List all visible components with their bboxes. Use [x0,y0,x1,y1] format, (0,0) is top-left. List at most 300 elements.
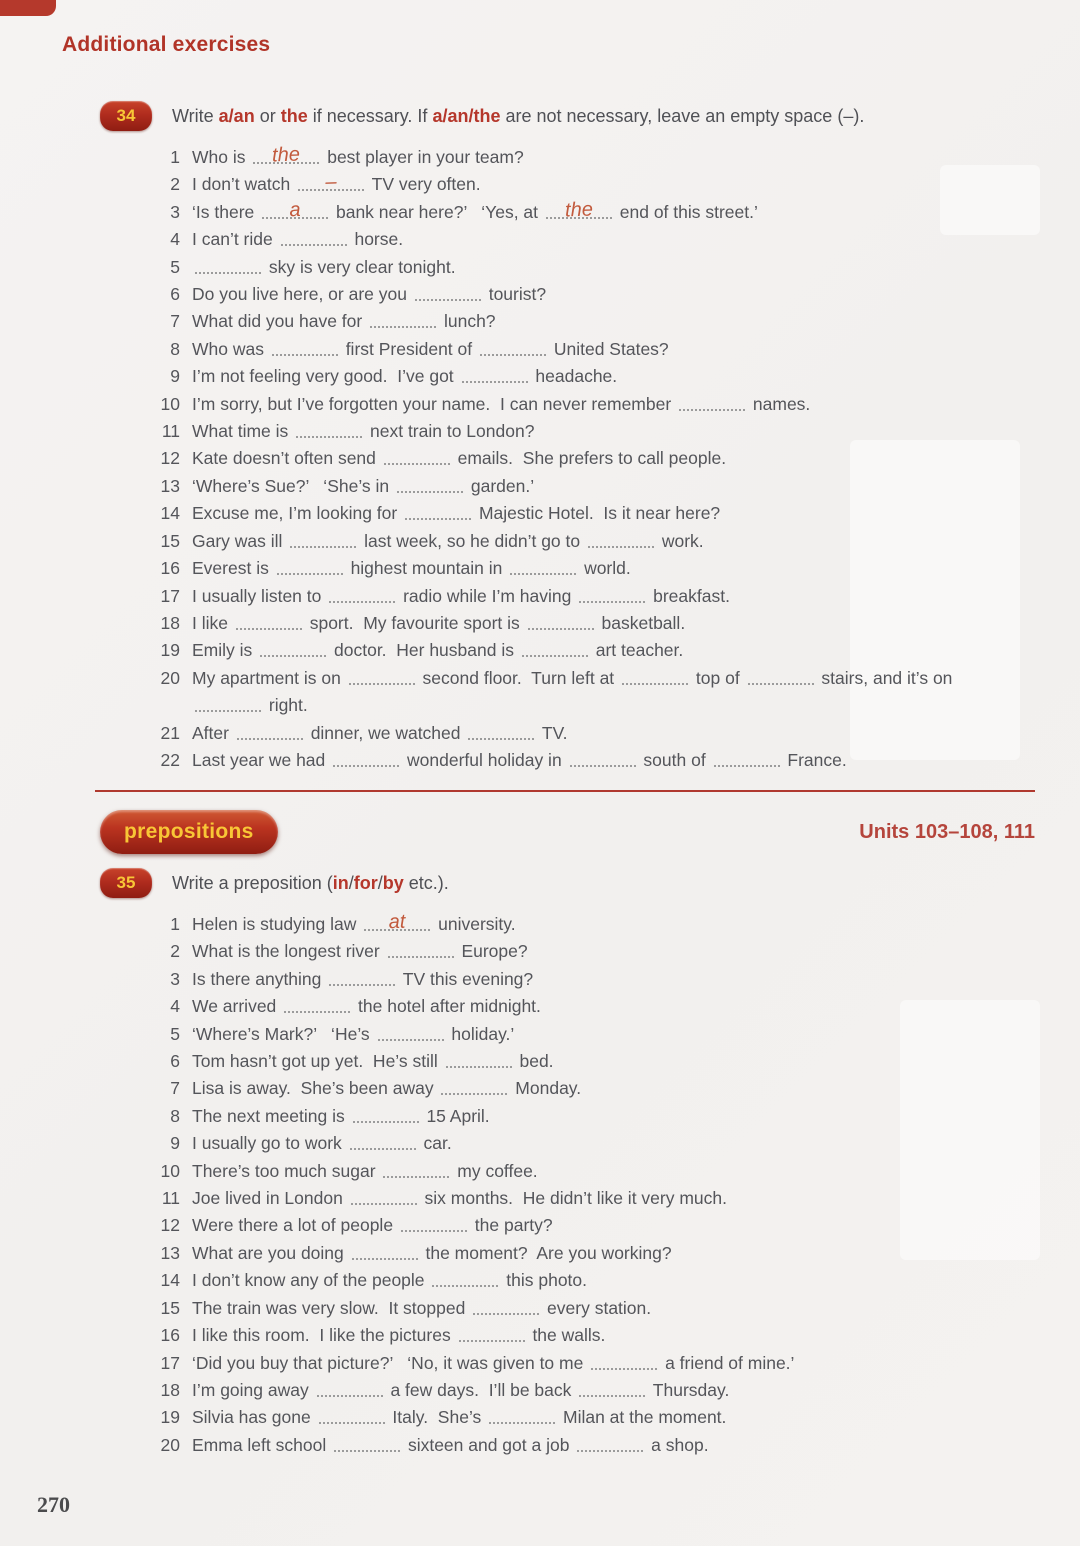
item-sentence [192,747,1040,774]
item-sentence [192,1075,1040,1102]
answer-blank [349,679,415,685]
item-number: 10 [160,393,180,414]
item-number: 20 [160,667,180,688]
sentence-text: Monday. [510,1078,582,1099]
sentence-text: are not necessary, leave an empty space (–). [500,106,865,126]
sentence-text: Emma left school [192,1434,332,1455]
page-title: Additional exercises [62,33,271,56]
item-number: 5 [170,1023,180,1044]
exercise-item [100,363,1040,390]
exercise-item [100,226,1040,253]
sentence-text: I’m sorry, but I’ve forgotten your name. I can never remember [192,393,677,414]
item-sentence [192,528,1040,555]
item-sentence [192,171,1040,198]
sentence-text: TV very often. [367,174,481,195]
exercise-item [100,418,1040,445]
item-sentence [192,1377,1040,1404]
exercise-item [100,993,1040,1020]
answer-blank [577,1446,643,1452]
answer-blank [281,240,347,246]
item-sentence [192,583,1040,610]
sentence-text: sixteen and got a job [403,1434,575,1455]
item-sentence [192,555,1040,582]
sentence-text: What time is [192,421,294,442]
answer-blank [260,651,326,657]
sentence-text: Who was [192,338,269,359]
item-number: 18 [160,612,180,633]
item-number: 11 [161,421,180,442]
sentence-text: TV this evening? [398,968,534,989]
sentence-text: Last year we had [192,749,331,770]
item-sentence [192,254,1040,281]
sentence-text: a shop. [646,1434,709,1455]
answer-blank [370,322,436,328]
sentence-text: Milan at the moment. [558,1407,727,1428]
sentence-text: Gary was ill [192,530,288,551]
exercise-item [100,1350,1040,1377]
exercise-item [100,1295,1040,1322]
sentence-text: university. [433,914,516,934]
sentence-text: I usually go to work [192,1133,347,1154]
item-number: 2 [170,174,180,195]
answer-blank [591,1364,657,1370]
item-number: 9 [170,366,180,387]
exercise-item [100,1267,1040,1294]
sentence-text: sky is very clear tonight. [264,256,456,277]
sentence-text: bank near here?’ ‘Yes, at [331,201,543,222]
exercise-item [100,610,1040,637]
item-sentence [192,1404,1040,1431]
item-sentence [192,1212,1040,1239]
sentence-text: ‘Did you buy that picture?’ ‘No, it was given to me [192,1352,589,1373]
sentence-text: wonderful holiday in [402,749,567,770]
answer-blank [329,980,395,986]
highlight-word: a/an [218,106,255,126]
sentence-text: etc.). [403,873,449,893]
sentence-text: first President of [340,338,477,359]
answer-blank [236,624,302,630]
item-number: 6 [170,1051,180,1072]
section-badge: prepositions [100,810,278,854]
answer-blank [570,761,636,767]
item-number: 19 [160,1407,180,1428]
sentence-text: / [348,873,354,893]
sentence-text: I’m not feeling very good. I’ve got [192,366,459,387]
sentence-text: south of [638,749,711,770]
item-number: 10 [160,1160,180,1181]
sentence-text: the hotel after midnight. [353,996,541,1017]
sentence-text: every station. [542,1297,652,1318]
sentence-text: Tom hasn’t got up yet. He’s still [192,1051,443,1072]
exercise-item [100,144,1040,171]
item-sentence [192,1158,1040,1185]
item-sentence [192,336,1040,363]
item-number: 13 [160,1242,180,1263]
item-sentence [192,1103,1040,1130]
item-sentence [192,1130,1040,1157]
item-sentence [192,308,1040,335]
item-number: 8 [170,338,180,359]
highlight-word: in [332,873,349,893]
item-number: 19 [160,640,180,661]
sentence-text: sport. My favourite sport is [304,612,525,633]
sentence-text: the moment? Are you working? [420,1242,672,1263]
exercise-item [100,1130,1040,1157]
exercise-item-list [100,144,1040,774]
exercise-item [100,911,1040,938]
sentence-text: the walls. [527,1325,606,1346]
answer-blank [284,1007,350,1013]
sentence-text: names. [748,393,811,414]
exercise-item [100,1377,1040,1404]
sentence-text: Who is [192,147,251,167]
answer-blank [378,1035,444,1041]
answer-blank [290,542,356,548]
sentence-text: six months. He didn’t like it very much. [419,1188,727,1209]
sentence-text: if necessary. If [307,106,433,126]
item-number: 7 [170,311,180,332]
answer-blank [353,1117,419,1123]
item-number: 9 [170,1133,180,1154]
sentence-text: TV. [537,722,568,743]
answer-blank [679,405,745,411]
sentence-text: There’s too much sugar [192,1160,381,1181]
answer-blank [415,295,481,301]
exercise-item [100,938,1040,965]
exercise-item [100,1212,1040,1239]
item-sentence [192,1021,1040,1048]
sentence-text: After [192,722,234,743]
sentence-text: breakfast. [648,585,730,606]
sentence-text: ‘Where’s Sue?’ ‘She’s in [192,475,395,496]
item-sentence [192,363,1040,390]
exercise-item [100,1103,1040,1130]
sentence-text: best player in your team? [322,147,524,167]
sentence-text: I like [192,612,233,633]
sentence-text: Italy. She’s [387,1407,487,1428]
exercise-item [100,473,1040,500]
sentence-text: my coffee. [452,1160,538,1181]
exercise-item [100,336,1040,363]
item-sentence [192,1185,1040,1212]
answer-blank [237,734,303,740]
item-number: 14 [160,1270,180,1291]
sentence-text: Write [172,106,219,126]
item-number: 11 [161,1188,180,1209]
sentence-text: Europe? [456,941,528,962]
sentence-text: dinner, we watched [305,722,466,743]
sentence-text: Do you live here, or are you [192,284,412,305]
sentence-text: a friend of mine.’ [660,1352,795,1373]
sentence-text: Lisa is away. She’s been away [192,1078,439,1099]
answer-blank [579,1391,645,1397]
exercise-item [100,637,1040,664]
item-sentence [192,144,1040,171]
exercise-item [100,555,1040,582]
sentence-text: I like this room. I like the pictures [192,1325,456,1346]
item-number: 22 [160,749,180,770]
sentence-text: world. [579,558,631,579]
sentence-text: The next meeting is [192,1105,350,1126]
answer-blank [272,350,338,356]
item-number: 5 [170,256,180,277]
item-sentence [192,1267,1040,1294]
sentence-text: horse. [349,229,404,250]
answer-blank [480,350,546,356]
item-number: 21 [160,722,180,743]
sentence-text: lunch? [439,311,496,332]
sentence-text: What did you have for [192,311,368,332]
item-number: 16 [160,1325,180,1346]
sentence-text: car. [418,1133,452,1154]
answer-blank [446,1062,512,1068]
exercise-item [100,1021,1040,1048]
exercise-item [100,1048,1040,1075]
item-number: 17 [160,1352,180,1373]
item-number: 18 [160,1379,180,1400]
sentence-text: 15 April. [421,1105,490,1126]
highlight-word: the [280,106,308,126]
sentence-text: I’m going away [192,1379,314,1400]
handwritten-answer: the [272,143,301,167]
page-number: 270 [37,1492,70,1517]
sentence-text: What are you doing [192,1242,349,1263]
answer-blank [350,1144,416,1150]
sentence-text: Thursday. [648,1379,730,1400]
sentence-text: second floor. Turn left at [417,667,620,688]
answer-blank [317,1391,383,1397]
item-number: 13 [160,475,180,496]
answer-blank [489,1418,555,1424]
sentence-text: United States? [549,338,669,359]
answer-blank [195,268,261,274]
item-sentence [192,473,1040,500]
sentence-text: headache. [530,366,618,387]
sentence-text: garden.’ [466,475,535,496]
exercise-34-header [100,101,1040,131]
exercise-item [100,199,1040,226]
item-number: 7 [170,1078,180,1099]
sentence-text: bed. [514,1051,554,1072]
item-sentence [192,281,1040,308]
item-sentence [192,665,1040,720]
exercise-item [100,1240,1040,1267]
item-number: 14 [160,503,180,524]
item-sentence [192,993,1040,1020]
answer-blank [588,542,654,548]
handwritten-answer: at [388,910,406,934]
sentence-text: or [254,106,281,126]
prepositions-section-header [100,810,1035,854]
item-sentence [192,720,1040,747]
exercise-item [100,171,1040,198]
sentence-text: ‘Is there [192,201,260,222]
sentence-text: the party? [469,1215,553,1236]
sentence-text: I usually listen to [192,585,327,606]
item-sentence [192,911,1040,938]
sentence-text: Kate doesn’t often send [192,448,381,469]
item-number: 20 [160,1434,180,1455]
sentence-text: Is there anything [192,968,327,989]
item-sentence [192,226,1040,253]
sentence-text: Emily is [192,640,258,661]
sentence-text: work. [657,530,704,551]
answer-blank [364,910,430,934]
exercise-item [100,528,1040,555]
highlight-word: by [382,873,404,893]
answer-blank [383,1172,449,1178]
exercise-instruction [172,101,864,131]
item-number: 3 [170,201,180,222]
answer-blank [388,952,454,958]
answer-blank [459,1336,525,1342]
item-number: 12 [160,448,180,469]
exercise-34 [100,101,1040,774]
section-divider [95,790,1035,792]
exercise-item [100,1185,1040,1212]
answer-blank [579,597,645,603]
exercise-item [100,1322,1040,1349]
sentence-text: top of [691,667,745,688]
answer-blank [714,761,780,767]
handwritten-answer: the [564,198,594,222]
answer-blank [468,734,534,740]
item-number: 2 [170,941,180,962]
answer-blank [522,651,588,657]
answer-blank [333,761,399,767]
exercise-item [100,1404,1040,1431]
sentence-text: tourist? [483,284,547,305]
item-number: 3 [170,968,180,989]
exercise-item [100,1158,1040,1185]
item-sentence [192,1240,1040,1267]
answer-blank [748,679,814,685]
exercise-item [100,445,1040,472]
item-sentence [192,1048,1040,1075]
item-sentence [192,418,1040,445]
units-reference-label: Units 103–108, 111 [859,820,1035,843]
sentence-text: next train to London? [365,421,535,442]
item-sentence [192,610,1040,637]
answer-blank [384,459,450,465]
item-number: 15 [160,530,180,551]
answer-blank [352,1254,418,1260]
sentence-text: My apartment is on [192,667,346,688]
item-sentence [192,1432,1040,1459]
answer-blank [622,679,688,685]
answer-blank [253,143,319,167]
sentence-text: ‘Where’s Mark?’ ‘He’s [192,1023,375,1044]
highlight-word: for [353,873,378,893]
item-number: 6 [170,284,180,305]
answer-blank [510,569,576,575]
item-number: 8 [170,1105,180,1126]
sentence-text: Excuse me, I’m looking for [192,503,403,524]
exercise-number-badge: 35 [100,868,152,898]
exercise-item [100,308,1040,335]
item-number: 12 [160,1215,180,1236]
answer-blank [401,1226,467,1232]
exercise-number-badge: 34 [100,101,152,131]
answer-blank [405,514,471,520]
sentence-text: Everest is [192,558,274,579]
sentence-text: Helen is studying law [192,914,362,934]
sentence-text: France. [782,749,847,770]
sentence-text: radio while I’m having [398,585,577,606]
item-number: 16 [160,558,180,579]
sentence-text: last week, so he didn’t go to [359,530,585,551]
item-sentence [192,1350,1040,1377]
exercise-item [100,281,1040,308]
answer-blank [546,198,612,222]
item-sentence [192,445,1040,472]
item-sentence [192,1322,1040,1349]
item-sentence [192,1295,1040,1322]
item-sentence [192,391,1040,418]
answer-blank [298,171,364,194]
item-number: 15 [160,1297,180,1318]
answer-blank [432,1281,498,1287]
sentence-text: I can’t ride [192,229,278,250]
exercise-35 [100,868,1040,1459]
answer-blank [195,706,261,712]
exercise-item [100,747,1040,774]
sentence-text: stairs, and it’s on [816,667,953,688]
sentence-text: right. [264,695,308,716]
item-sentence [192,199,1040,226]
handwritten-answer: a [289,198,302,221]
answer-blank [462,377,528,383]
answer-blank [262,198,328,221]
exercise-item [100,1075,1040,1102]
exercise-item [100,720,1040,747]
item-number: 1 [170,914,180,934]
item-number: 4 [170,996,180,1017]
sentence-text: Joe lived in London [192,1188,348,1209]
sentence-text: this photo. [501,1270,588,1291]
answer-blank [319,1418,385,1424]
exercise-item [100,500,1040,527]
exercise-instruction [172,868,449,898]
sentence-text: Write a preposition ( [172,873,333,893]
page-corner-tab [0,0,56,16]
answer-blank [277,569,343,575]
answer-blank [296,432,362,438]
sentence-text: I don’t know any of the people [192,1270,430,1291]
sentence-text: basketball. [596,612,686,633]
sentence-text: We arrived [192,996,282,1017]
handwritten-answer: – [325,171,338,194]
sentence-text: art teacher. [590,640,684,661]
item-sentence [192,500,1040,527]
sentence-text: Majestic Hotel. Is it near here? [474,503,721,524]
item-number: 1 [170,147,180,167]
sentence-text: Were there a lot of people [192,1215,398,1236]
exercise-item [100,391,1040,418]
answer-blank [528,624,594,630]
exercise-item-list [100,911,1040,1459]
highlight-word: a/an/the [432,106,501,126]
answer-blank [351,1199,417,1205]
sentence-text: emails. She prefers to call people. [452,448,727,469]
exercise-35-header [100,868,1040,898]
item-sentence [192,637,1040,664]
answer-blank [473,1309,539,1315]
item-sentence [192,966,1040,993]
item-sentence [192,938,1040,965]
exercise-item [100,254,1040,281]
answer-blank [334,1446,400,1452]
